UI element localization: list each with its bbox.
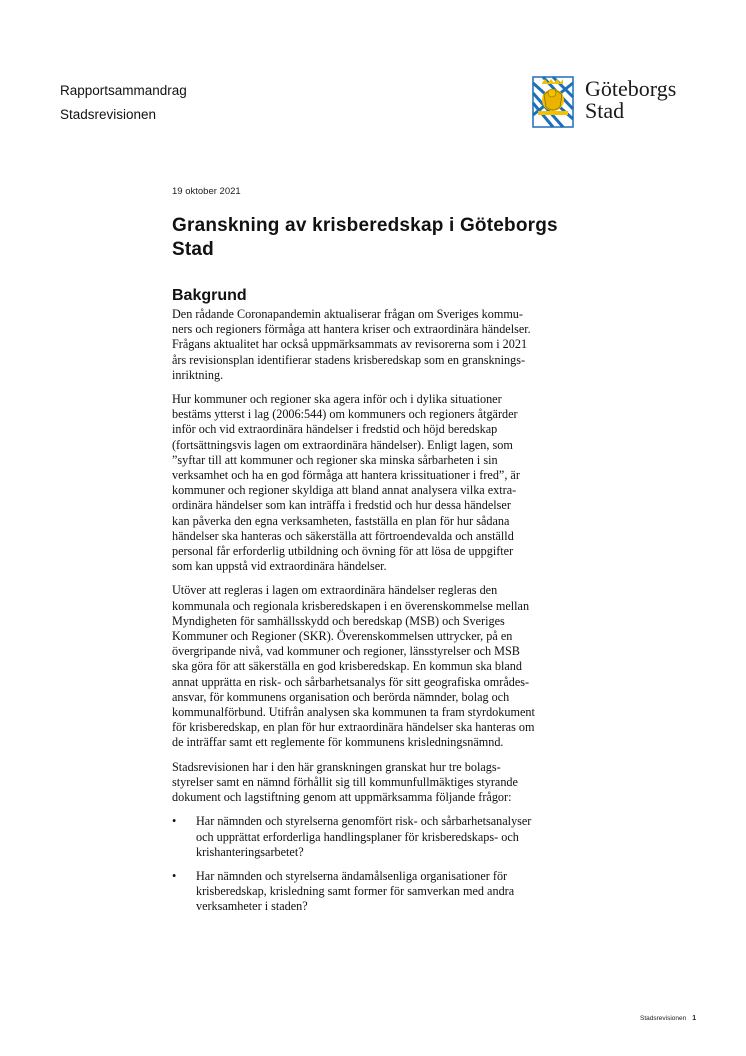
paragraph-line: (fortsättningsvis lagen om extraordinära händelser). Enligt lagen, som [172, 437, 513, 452]
paragraph-line: de inträffar samt ett reglemente för kommunens krisledningsnämnd. [172, 735, 504, 750]
logo-line-2: Stad [585, 98, 625, 123]
page-footer [640, 1015, 696, 1022]
paragraph-line: kommunalförbund. Utifrån analysen ska kommunen ta fram styrdokument [172, 705, 535, 720]
coat-of-arms-icon [530, 75, 576, 129]
goteborgs-stad-logo [530, 75, 690, 130]
paragraph-line: Den rådande Coronapandemin aktualiserar frågan om Sveriges kommu- [172, 307, 523, 321]
bullet-line: och upprättat erforderliga handlingsplaner för krisberedskaps- och [196, 829, 519, 844]
logo-wordmark [585, 78, 676, 122]
paragraph-line: Myndigheten för samhällsskydd och beredskap (MSB) och Sveriges [172, 613, 505, 628]
paragraph-line: Hur kommuner och regioner ska agera inför och i dylika situationer [172, 392, 502, 407]
paragraph-line: ska göra för att säkerställa en god krisberedskap. En kommun ska bland [172, 659, 522, 674]
paragraph-line: inför och vid extraordinära händelser i fredstid och höjd beredskap [172, 422, 498, 437]
document-type-label: Rapportsammandrag [60, 83, 187, 98]
paragraph-line: personal får erforderlig utbildning och övning för att lösa de uppgifter [172, 544, 514, 559]
paragraph-line: styrelser samt en nämnd förhållit sig till kommunfullmäktiges styrande [172, 774, 518, 789]
paragraph [172, 307, 592, 383]
paragraph-line: kan påverka den egna verksamheten, fastställa en plan för hur sådana [172, 513, 510, 528]
bullet-line: krishanteringsarbetet? [196, 844, 304, 859]
bullet-marker: • [172, 868, 177, 883]
paragraph-line: Utöver att regleras i lagen om extraordinära händelser regleras den [172, 583, 498, 598]
footer-label: Stadsrevisionen [640, 1015, 687, 1022]
paragraph-line: händelser ska hanteras och säkerställa att förtroendevalda och anställd [172, 528, 514, 543]
paragraph-line: verksamhet och ha en god förmåga att hantera krissituationer i fred”, är [172, 468, 520, 483]
bullet-marker: • [172, 814, 177, 829]
paragraph-line: bestäms ytterst i lag (2006:544) om kommuners och regioners åtgärder [172, 407, 518, 422]
paragraph-line: års revisionsplan identifierar stadens krisberedskap som en gransknings- [172, 352, 526, 367]
paragraph-line: kommuner och regioner skyldiga att bland annat analysera vilka extra- [172, 483, 517, 498]
paragraph-line: för krisberedskap, en plan för hur extraordinära händelser ska hanteras om [172, 720, 535, 735]
paragraph-line: som kan uppstå vid extraordinära händelser. [172, 559, 387, 574]
logo-line-1: Göteborgs [585, 76, 677, 101]
report-date: 19 oktober 2021 [172, 186, 241, 197]
paragraph-line: ners och regioners förmåga att hantera kriser och extraordinära händelser. [172, 322, 531, 337]
paragraph-line: kommunala och regionala krisberedskapen i en överenskommelse mellan [172, 598, 530, 613]
paragraph [172, 392, 592, 574]
bullet-item [172, 814, 592, 860]
paragraph [172, 583, 592, 750]
paragraph-line: inriktning. [172, 367, 224, 382]
paragraph-line: Kommuner och Regioner (SKR). Överenskommelsen uttrycker, på en [172, 629, 513, 644]
paragraph-line: dokument och lagstiftning genom att uppmärksamma följande frågor: [172, 790, 512, 805]
bullet-line: verksamheter i staden? [196, 899, 308, 914]
bullet-line: Har nämnden och styrelserna genomfört risk- och sårbarhetsanalyser [196, 814, 532, 829]
page-number: 1 [692, 1015, 697, 1022]
report-title: Granskning av krisberedskap i Göteborgs Stad [172, 215, 558, 260]
organization-label: Stadsrevisionen [60, 107, 157, 122]
section-heading: Bakgrund [172, 287, 247, 304]
paragraph-line: Stadsrevisionen har i den här granskningen granskat hur tre bolags- [172, 759, 501, 774]
bullet-item [172, 869, 592, 915]
paragraph-line: övergripande nivå, vad kommuner och regioner, länsstyrelser och MSB [172, 644, 520, 659]
paragraph-line: ordinära händelser som kan inträffa i fredstid och hur dessa händelser [172, 498, 511, 513]
paragraph-line: ansvar, för kommunens organisation och berörda nämnder, bolag och [172, 689, 510, 704]
paragraph-line: Frågans aktualitet har också uppmärksammats av revisorerna som i 2021 [172, 337, 528, 352]
paragraph [172, 760, 592, 806]
paragraph-line: annat upprätta en risk- och sårbarhetsanalys för sitt geografiska områdes- [172, 674, 530, 689]
paragraph-line: ”syftar till att kommuner och regioner ska minska sårbarheten i sin [172, 452, 498, 467]
bullet-line: Har nämnden och styrelserna ändamålsenliga organisationer för [196, 868, 508, 883]
report-body [172, 307, 592, 924]
bullet-line: krisberedskap, krisledning samt former för samverkan med andra [196, 884, 515, 899]
